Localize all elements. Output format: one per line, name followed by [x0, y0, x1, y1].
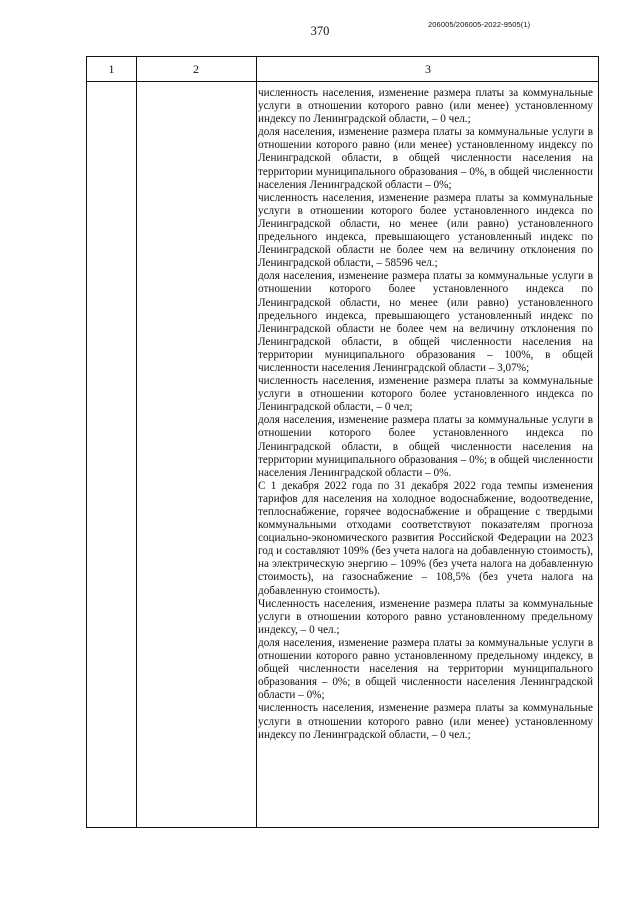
paragraph: доля населения, изменение размера платы за коммунальные услуги в отношении которого равно установленному предельному индексу, в общей численности населения на территории муниципального образования – 0%; в общей численности населения Ленинградской области – 0%;: [258, 636, 593, 702]
header-row-divider: [87, 81, 598, 82]
paragraph: численность населения, изменение размера платы за коммунальные услуги в отношении которого равно (или менее) установленному индексу по Ленинградской области, – 0 чел.;: [258, 87, 593, 126]
paragraph: С 1 декабря 2022 года по 31 декабря 2022 года темпы изменения тарифов для населения на холодное водоснабжение, водоотведение, теплоснабжение, горячее водоснабжение и обращение с твердыми коммунальными отходами соответствуют показателям прогноза социально-экономического развития Российской Федерации на 2023 год и составляют 109% (без учета налога на добавленную стоимость), на электрическую энергию – 109% (без учета налога на добавленную стоимость), на газоснабжение – 108,5% (без учета налога на добавленную стоимость).: [258, 479, 593, 597]
column-header-3: 3: [425, 62, 431, 76]
paragraph: численность населения, изменение размера платы за коммунальные услуги в отношении которого более установленного индекса по Ленинградской области, но менее (или равно) установленного предельного индекса, превышающего установленный индекс по Ленинградской области не более чем на величину отклонения по Ленинградской области, – 58596 чел.;: [258, 191, 593, 270]
paragraph: доля населения, изменение размера платы за коммунальные услуги в отношении которого равно (или менее) установленному индексу по Ленинградской области, в общей численности населения на территории муниципального образования – 0%, в общей численности населения Ленинградской области – 0%;: [258, 126, 593, 191]
column-header-2: 2: [193, 62, 199, 76]
column-divider-1: [136, 57, 137, 827]
column-header-1: 1: [108, 62, 115, 76]
column-divider-2: [256, 57, 257, 827]
content-table: [86, 56, 599, 828]
paragraph: доля населения, изменение размера платы за коммунальные услуги в отношении которого более установленного индекса по Ленинградской области, в общей численности населения на территории муниципального образования – 0%; в общей численности населения Ленинградской области – 0%.: [258, 414, 593, 479]
document-id: 206005/206005-2022-9505(1): [428, 20, 531, 29]
paragraph: численность населения, изменение размера платы за коммунальные услуги в отношении которого равно (или менее) установленному индексу по Ленинградской области, – 0 чел.;: [258, 702, 593, 741]
column-3-text: [258, 87, 593, 742]
page-number: 370: [310, 24, 330, 38]
paragraph: доля населения, изменение размера платы за коммунальные услуги в отношении которого более установленного индекса по Ленинградской области, но менее (или равно) установленного предельного индекса, превышающего установленный индекс по Ленинградской области не более чем на величину отклонения по Ленинградской области, в общей численности населения на территории муниципального образования – 100%, в общей численности населения Ленинградской области – 3,07%;: [258, 270, 593, 374]
paragraph: Численность населения, изменение размера платы за коммунальные услуги в отношении которого равно установленному предельному индексу, – 0 чел.;: [258, 597, 593, 636]
paragraph: численность населения, изменение размера платы за коммунальные услуги в отношении которого более установленного индекса по Ленинградской области, – 0 чел;: [258, 375, 593, 414]
